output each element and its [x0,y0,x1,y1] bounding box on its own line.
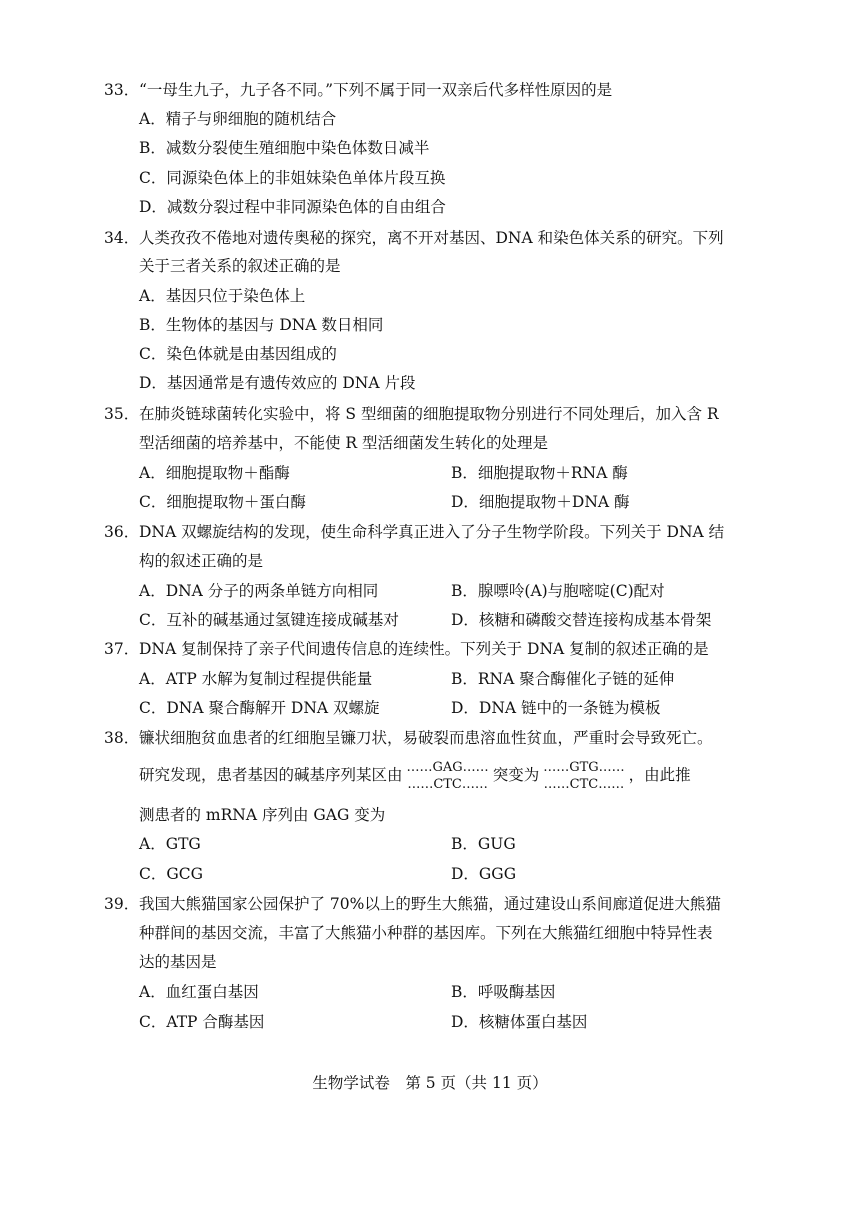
question-39-stem-line-2: 种群间的基因交流，丰富了大熊猫小种群的基因库。下列在大熊猫红细胞中特异性表 [139,924,713,942]
question-35-option-c: C．细胞提取物＋蛋白酶 [139,493,306,511]
question-38-stem-mid: 突变为 [492,766,540,784]
question-33-option-c: C．同源染色体上的非姐妹染色单体片段互换 [139,169,446,187]
question-35-option-a: A．细胞提取物＋酯酶 [139,464,290,482]
question-37-number: 37． [104,640,140,658]
question-34-number: 34． [104,229,140,247]
sequence-original-top-strand: ……GAG…… [406,760,489,775]
question-35-number: 35． [104,405,140,423]
question-37-option-d: D．DNA 链中的一条链为模板 [451,699,661,717]
question-38-stem-line-3: 测患者的 mRNA 序列由 GAG 变为 [139,806,386,824]
question-39-option-a: A．血红蛋白基因 [139,983,259,1001]
question-36-number: 36． [104,523,140,541]
question-38-number: 38． [104,729,140,747]
question-34-stem-line-2: 关于三者关系的叙述正确的是 [139,257,341,275]
question-35-stem-line-2: 型活细菌的培养基中，不能使 R 型活细菌发生转化的处理是 [139,434,549,452]
question-39-option-c: C．ATP 合酶基因 [139,1013,265,1031]
dna-sequence-original [407,759,489,793]
question-33-option-b: B．减数分裂使生殖细胞中染色体数日减半 [139,139,430,157]
question-34-stem-line-1: 人类孜孜不倦地对遗传奥秘的探究，离不开对基因、DNA 和染色体关系的研究。下列 [139,229,724,247]
question-34-option-b: B．生物体的基因与 DNA 数日相同 [139,316,384,334]
question-33-stem-line-1: “一母生九子，九子各不同。”下列不属于同一双亲后代多样性原因的是 [139,81,613,99]
question-39-stem-line-1: 我国大熊猫国家公园保护了 70%以上的野生大熊猫，通过建设山系间廊道促进大熊猫 [139,895,721,913]
sequence-original-bottom-strand: ……CTC…… [407,777,488,792]
question-36-option-a: A．DNA 分子的两条单链方向相同 [139,582,379,600]
question-35-option-b: B．细胞提取物＋RNA 酶 [451,464,628,482]
question-34-option-d: D．基因通常是有遗传效应的 DNA 片段 [139,374,416,392]
sequence-mutated-bottom-strand: ……CTC…… [543,777,625,792]
question-38-option-c: C．GCG [139,865,203,883]
question-33-option-a: A．精子与卵细胞的随机结合 [139,110,337,128]
question-37-option-b: B．RNA 聚合酶催化子链的延伸 [451,670,675,688]
question-39-option-b: B．呼吸酶基因 [451,983,556,1001]
question-39-stem-line-3: 达的基因是 [139,953,217,971]
question-37-option-a: A．ATP 水解为复制过程提供能量 [139,670,373,688]
question-38-stem-post: ，由此推 [628,766,691,784]
question-33-option-d: D．减数分裂过程中非同源染色体的自由组合 [139,198,446,216]
question-36-stem-line-2: 构的叙述正确的是 [139,552,264,570]
question-38-option-b: B．GUG [451,835,516,853]
question-35-stem-line-1: 在肺炎链球菌转化实验中，将 S 型细菌的细胞提取物分别进行不同处理后，加入含 R [139,405,719,423]
question-36-option-b: B．腺嘌呤(A)与胞嘧啶(C)配对 [451,582,665,600]
question-39-option-d: D．核糖体蛋白基因 [451,1013,588,1031]
question-38-stem-pre: 研究发现，患者基因的碱基序列某区由 [139,766,403,784]
question-36-option-d: D．核糖和磷酸交替连接构成基本骨架 [451,611,712,629]
page-footer: 生物学试卷 第 5 页（共 11 页） [312,1074,548,1092]
question-39-number: 39． [104,895,140,913]
question-38-option-d: D．GGG [451,865,517,883]
question-33-number: 33． [104,81,140,99]
question-38-stem-line-2 [139,755,759,795]
question-36-option-c: C．互补的碱基通过氢键连接成碱基对 [139,611,399,629]
question-38-stem-line-1: 镰状细胞贫血患者的红细胞呈镰刀状，易破裂而患溶血性贫血，严重时会导致死亡。 [139,729,713,747]
question-36-stem-line-1: DNA 双螺旋结构的发现，使生命科学真正进入了分子生物学阶段。下列关于 DNA 结 [139,523,725,541]
question-34-option-a: A．基因只位于染色体上 [139,287,306,305]
dna-sequence-mutated [543,759,624,793]
question-35-option-d: D．细胞提取物＋DNA 酶 [451,493,630,511]
sequence-mutated-top-strand: ……GTG…… [543,760,625,775]
question-34-option-c: C．染色体就是由基因组成的 [139,345,337,363]
question-38-option-a: A．GTG [139,835,201,853]
question-37-option-c: C．DNA 聚合酶解开 DNA 双螺旋 [139,699,380,717]
question-37-stem-line-1: DNA 复制保持了亲子代间遗传信息的连续性。下列关于 DNA 复制的叙述正确的是 [139,640,709,658]
